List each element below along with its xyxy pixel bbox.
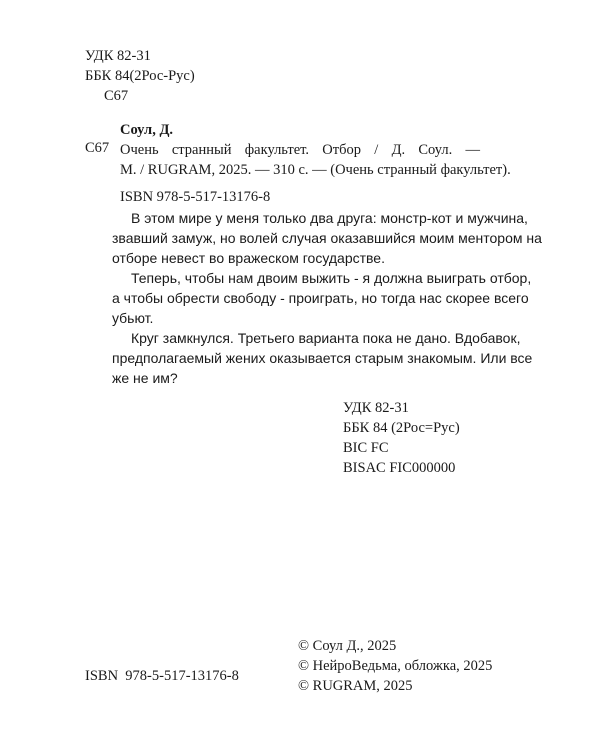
classification-block [343, 398, 460, 478]
annotation-line: Круг замкнулся. Третьего варианта пока не дано. Вдобавок, [131, 330, 521, 346]
annotation-line: звавший замуж, но волей случая оказавшийся моим ментором на [112, 230, 542, 246]
bbk-code: ББК 84 (2Рос=Рус) [343, 420, 460, 436]
annotation [112, 208, 542, 388]
bbk-code: ББК 84(2Рос-Рус) [85, 68, 195, 84]
udk-code: УДК 82-31 [85, 48, 151, 64]
annotation-line: В этом мире у меня только два друга: монстр-кот и мужчина, [131, 210, 528, 226]
annotation-line: а чтобы обрести свободу - проиграть, но тогда нас скорее всего [112, 290, 529, 306]
annotation-line: убьют. [112, 310, 154, 326]
annotation-line: же не им? [112, 370, 178, 386]
copyright-block [298, 636, 492, 696]
record-author-mark: С67 [85, 140, 110, 156]
annotation-line: отборе невест во вражеском государстве. [112, 250, 385, 266]
copyright-line: © RUGRAM, 2025 [298, 678, 413, 694]
bisac-code: BISAC FIC000000 [343, 460, 456, 476]
bibliographic-record [120, 120, 511, 207]
classification-top [85, 46, 195, 106]
udk-code: УДК 82-31 [343, 400, 409, 416]
copyright-line: © НейроВедьма, обложка, 2025 [298, 658, 493, 674]
record-isbn: ISBN 978-5-517-13176-8 [120, 189, 271, 205]
author-mark: С67 [104, 88, 129, 104]
bic-code: BIC FC [343, 440, 389, 456]
record-line-2: М. / RUGRAM, 2025. — 310 с. — (Очень странный факультет). [120, 162, 511, 178]
record-line-1: Очень странный факультет. Отбор / Д. Соул. — [120, 142, 480, 158]
record-author: Соул, Д. [120, 122, 174, 138]
annotation-line: Теперь, чтобы нам двоим выжить - я должна выиграть отбор, [131, 270, 532, 286]
annotation-line: предполагаемый жених оказывается старым знакомым. Или все [112, 350, 533, 366]
footer-isbn: ISBN 978-5-517-13176-8 [85, 668, 239, 684]
copyright-line: © Соул Д., 2025 [298, 638, 397, 654]
